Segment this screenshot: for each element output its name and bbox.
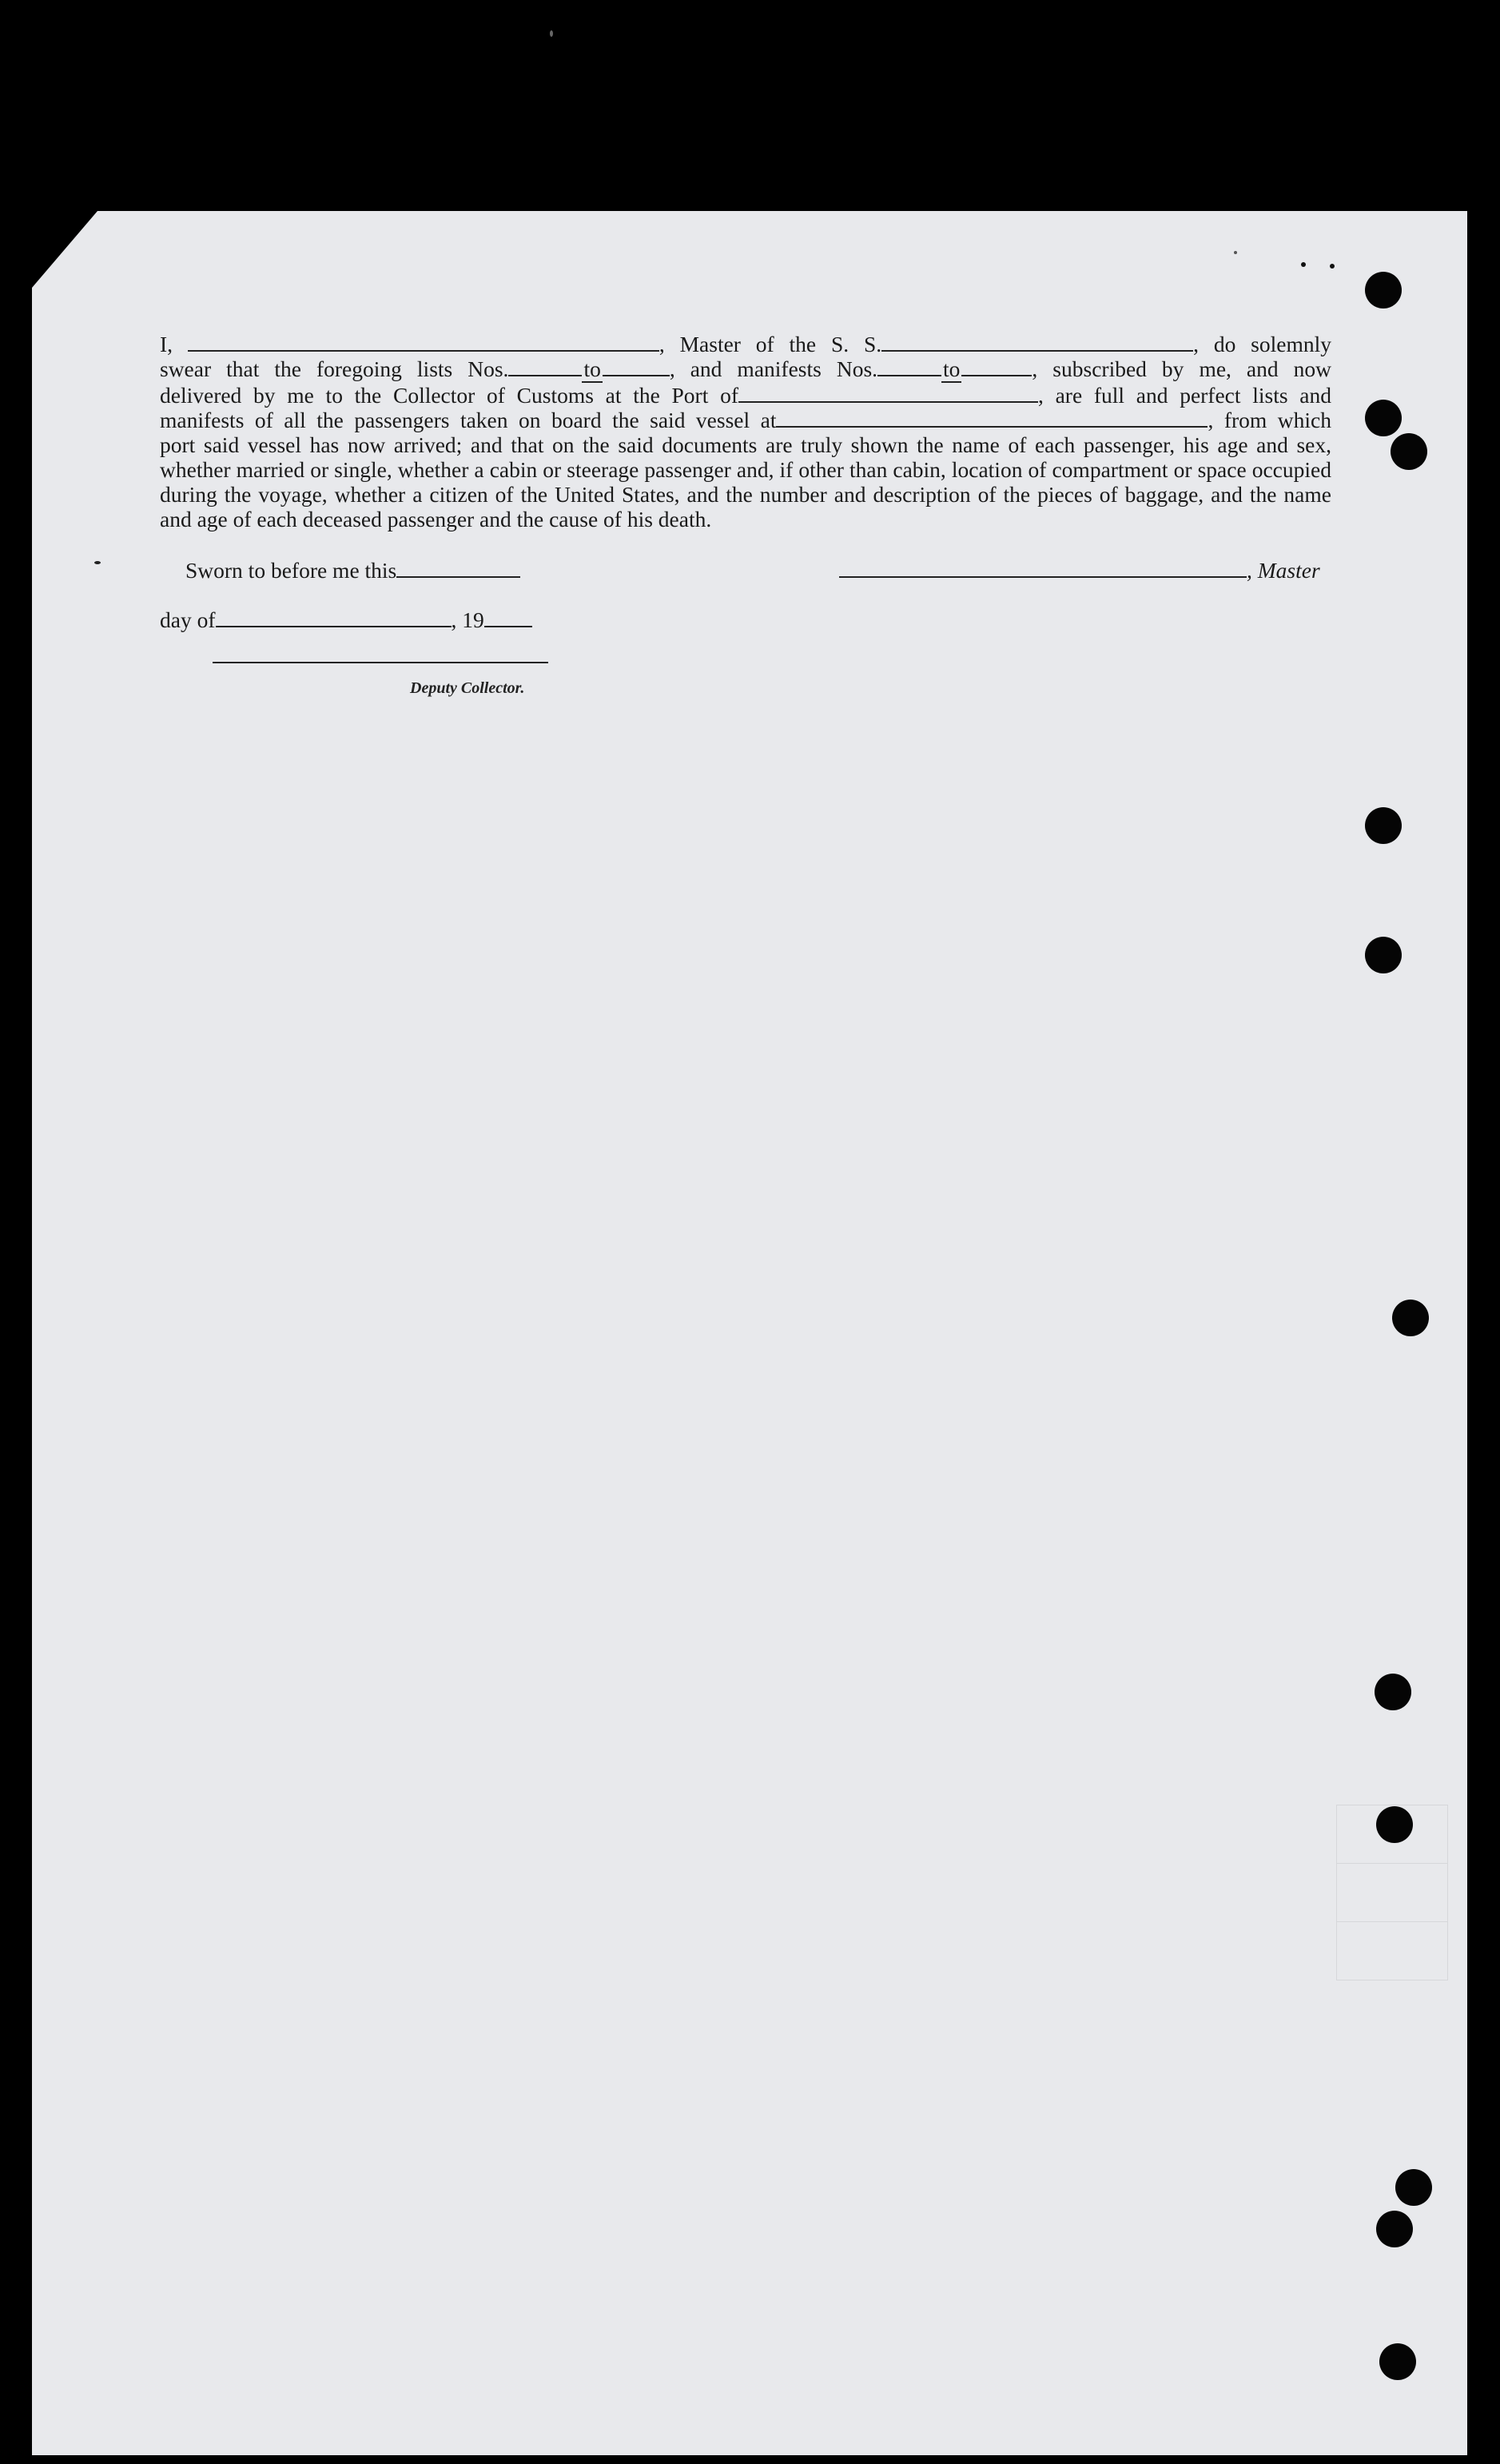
- oath-text: , from which: [1208, 408, 1331, 432]
- master-signature-row: [839, 558, 1320, 583]
- list-to-blank[interactable]: [603, 359, 670, 376]
- punch-hole: [1392, 1300, 1429, 1336]
- master-name-blank[interactable]: [188, 334, 659, 352]
- oath-line-1: [160, 332, 1331, 356]
- oath-text: , subscribed by me, and now: [1032, 356, 1331, 381]
- punch-hole: [1365, 937, 1402, 973]
- punch-hole: [1365, 272, 1402, 308]
- month-blank[interactable]: [216, 610, 452, 627]
- document-page: [32, 211, 1467, 2455]
- oath-text: manifests of all the passengers taken on board the said vessel at: [160, 408, 777, 432]
- speck: [1234, 251, 1237, 254]
- punch-hole: [1376, 2211, 1413, 2247]
- oath-text: I,: [160, 332, 173, 356]
- day-of-label: day of: [160, 607, 216, 632]
- punch-hole: [1379, 2343, 1416, 2380]
- departure-port-blank[interactable]: [776, 410, 1208, 428]
- speck: [550, 30, 553, 37]
- deputy-signature-line[interactable]: [213, 662, 548, 663]
- oath-text: delivered by me to the Collector of Customs at the Port of: [160, 383, 738, 408]
- oath-text: , Master of the S. S.: [658, 332, 882, 356]
- oath-line-3: [160, 383, 1331, 408]
- date-row: [160, 607, 532, 633]
- speck: [94, 561, 101, 564]
- deputy-collector-label: Deputy Collector.: [410, 679, 525, 697]
- oath-text: , do solemnly: [1193, 332, 1331, 356]
- sworn-row: [185, 558, 520, 583]
- speck: [1301, 262, 1306, 267]
- manifest-to-blank[interactable]: [961, 359, 1032, 376]
- punch-hole: [1391, 433, 1427, 470]
- port-blank[interactable]: [738, 385, 1038, 403]
- punch-hole: [1395, 2169, 1432, 2206]
- master-label: , Master: [1247, 558, 1320, 583]
- oath-paragraph: [160, 332, 1331, 531]
- oath-text: swear that the foregoing lists Nos.: [160, 356, 509, 381]
- punch-hole: [1365, 807, 1402, 844]
- year-prefix: , 19: [451, 607, 484, 632]
- speck: [1330, 264, 1335, 269]
- year-blank[interactable]: [484, 610, 532, 627]
- to-word: to: [943, 356, 961, 381]
- oath-line-4: [160, 408, 1331, 432]
- faded-stamp-box: [1336, 1805, 1448, 1980]
- to-word: to: [583, 356, 601, 381]
- master-signature-blank[interactable]: [839, 560, 1247, 578]
- oath-line-2: [160, 356, 1331, 383]
- punch-hole: [1375, 1674, 1411, 1710]
- oath-body: port said vessel has now arrived; and that on the said documents are truly shown the name of each passenger, his age and sex, whether married or single, whether a cabin or steerage passenger and, if other than cabin, location of compartment or space occupied during the voyage, whether a citizen of the United States, and the number and description of the pieces of baggage, and the name and age of each deceased passenger and the cause of his death.: [160, 432, 1331, 531]
- manifest-from-blank[interactable]: [877, 359, 941, 376]
- oath-text: , are full and perfect lists and: [1037, 383, 1331, 408]
- punch-hole: [1365, 400, 1402, 436]
- list-from-blank[interactable]: [508, 359, 582, 376]
- sworn-label: Sworn to before me this: [185, 558, 397, 583]
- oath-text: , and manifests Nos.: [669, 356, 878, 381]
- ship-name-blank[interactable]: [881, 334, 1193, 352]
- sworn-day-blank[interactable]: [396, 560, 520, 578]
